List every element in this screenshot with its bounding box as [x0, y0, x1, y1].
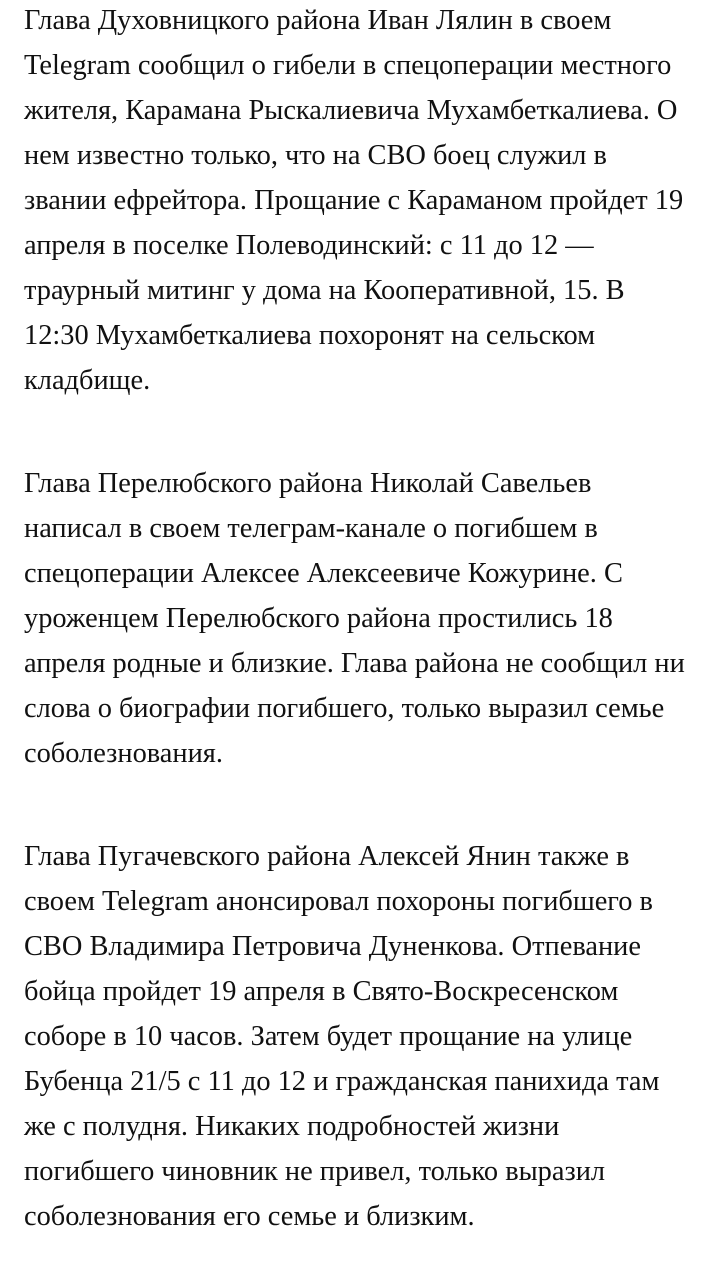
text-line: Глава Духовницкого района Иван Лялин в своем	[24, 5, 612, 36]
text-line: погибшего чиновник не привел, только выразил	[24, 1156, 606, 1187]
paragraph-dukhovnitsky	[24, 0, 683, 403]
text-line: нем известно только, что на СВО боец служил в	[24, 140, 607, 171]
text-line: спецоперации Алексее Алексеевиче Кожурине. С	[24, 558, 623, 589]
paragraph-pugachev	[24, 834, 659, 1239]
text-line: жителя, Карамана Рыскалиевича Мухамбеткалиева. О	[24, 95, 678, 126]
text-line: соболезнования его семье и близким.	[24, 1201, 475, 1232]
text-line: Глава Пугачевского района Алексей Янин также в	[24, 841, 630, 872]
text-line: СВО Владимира Петровича Дуненкова. Отпевание	[24, 931, 641, 962]
text-line: уроженцем Перелюбского района простились 18	[24, 603, 613, 634]
text-line: звании ефрейтора. Прощание с Караманом пройдет 19	[24, 185, 684, 216]
text-line: соборе в 10 часов. Затем будет прощание на улице	[24, 1021, 633, 1052]
text-line: Telegram сообщил о гибели в спецоперации местного	[24, 50, 672, 81]
text-line: соболезнования.	[24, 738, 223, 769]
text-line: же с полудня. Никаких подробностей жизни	[24, 1111, 560, 1142]
text-line: апреля родные и близкие. Глава района не сообщил ни	[24, 648, 685, 679]
text-line: кладбище.	[24, 365, 151, 396]
text-line: Бубенца 21/5 с 11 до 12 и гражданская панихида там	[24, 1066, 660, 1097]
text-line: бойца пройдет 19 апреля в Свято-Воскресенском	[24, 976, 619, 1007]
text-line: своем Telegram анонсировал похороны погибшего в	[24, 886, 653, 917]
text-line: написал в своем телеграм-канале о погибшем в	[24, 513, 598, 544]
text-line: апреля в поселке Полеводинский: с 11 до 12 —	[24, 230, 594, 261]
text-line: Глава Перелюбского района Николай Савельев	[24, 468, 592, 499]
text-line: слова о биографии погибшего, только выразил семье	[24, 693, 665, 724]
text-line: 12:30 Мухамбеткалиева похоронят на сельском	[24, 320, 596, 351]
paragraph-perelyub	[24, 461, 685, 776]
text-line: траурный митинг у дома на Кооперативной, 15. В	[24, 275, 625, 306]
